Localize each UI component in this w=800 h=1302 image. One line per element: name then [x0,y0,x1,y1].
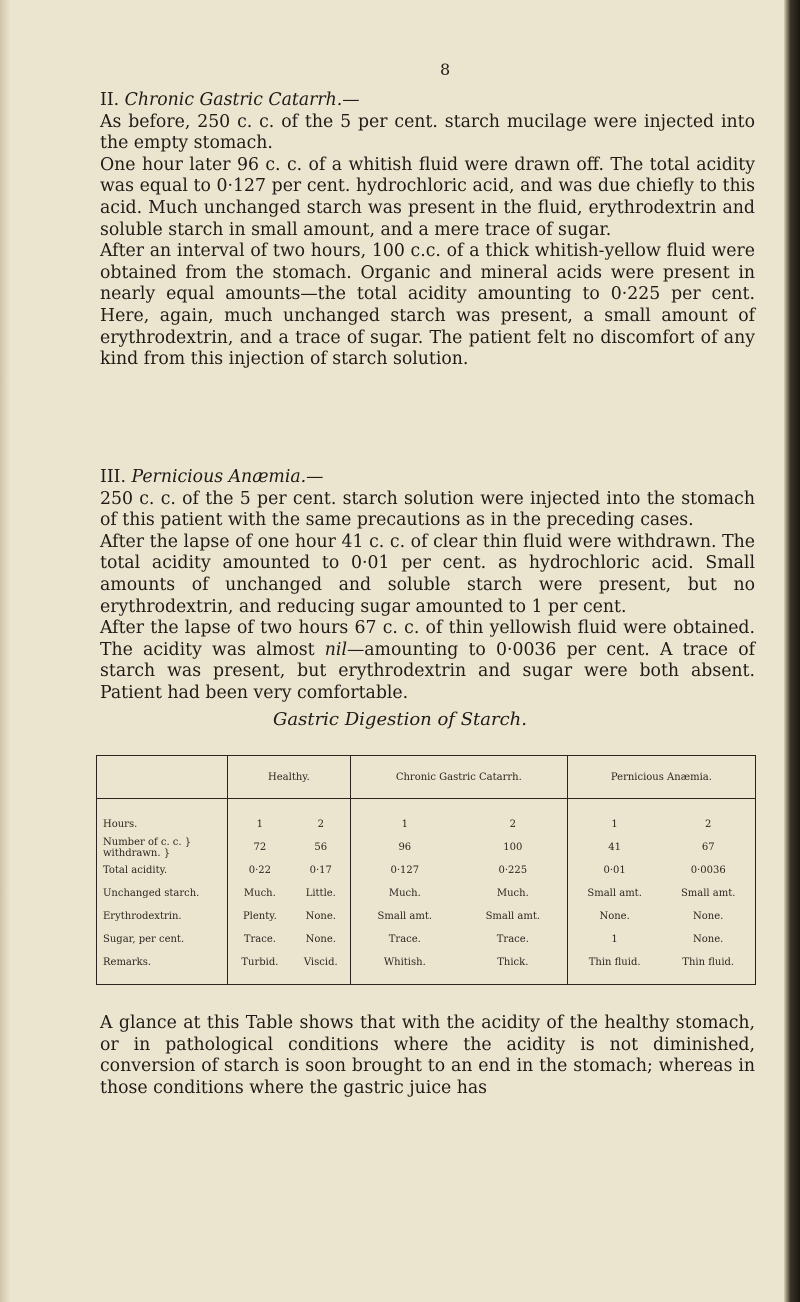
table-cell: 67 [701,842,715,853]
table-cell: 100 [503,842,523,853]
page-binding-edge [784,0,800,1302]
row-label: Unchanged starch. [103,888,200,899]
table-row [97,951,756,985]
heading-number: III. [100,467,126,487]
table-cell: 1 [350,799,459,837]
table-row [97,928,756,951]
section-chronic-gastric-catarrh [100,90,755,371]
heading-title: Chronic Gastric Catarrh.— [124,90,360,110]
table-cell: Whitish. [350,951,459,985]
paragraph: A glance at this Table shows that with the acidity of the healthy stomach, or in pathological conditions where the acidity is not diminished, conversion of starch is soon brought to an end in the stomach; whereas in those conditions where the gastric juice has [100,1013,755,1098]
row-label: Erythrodextrin. [103,911,182,922]
table-cell: 96 [350,836,459,859]
table-cell: 72 [228,836,292,859]
page-left-shadow [0,0,10,1302]
table-cell: Much. [350,882,459,905]
table-cell: Trace. [228,928,292,951]
table-cell: Much. [228,882,292,905]
row-label: Total acidity. [103,865,168,876]
table-cell: Trace. [350,928,459,951]
table-row [97,882,756,905]
table-cell: Much. [496,888,529,899]
table-cell: None. [693,911,724,922]
table-cell: Thin fluid. [567,951,661,985]
table-row [97,836,756,859]
row-label: Remarks. [103,957,152,968]
table-header-row [97,756,756,799]
paragraph: After an interval of two hours, 100 c.c. of a thick whitish-yellow fluid were obtained from the stomach. Organic and mineral acids were present in nearly equal amounts—the total acidity amounting to 0·225 per cent. Here, again, much unchanged starch was present, a small amount of erythrodextrin, and a trace of sugar. The patient felt no discomfort of any kind from this injection of starch solution. [100,241,755,370]
table-cell: 2 [705,819,712,830]
text-run: —amounting to 0·0036 per cent. A trace of starch was present, but erythrodextrin and sugar were both absent. Patient had been very comfortable. [100,639,755,703]
paragraph: After the lapse of one hour 41 c. c. of clear thin fluid were withdrawn. The total acidity amounted to 0·01 per cent. as hydrochloric acid. Small amounts of unchanged and soluble starch were present, but no erythrodextrin, and reducing sugar amounted to 1 per cent. [100,531,755,617]
table-cell: 1 [567,928,661,951]
closing-paragraph-block [100,1013,755,1099]
table-cell: Trace. [496,934,529,945]
section-heading [100,467,755,489]
row-label: Number of c. c. } withdrawn. } [103,836,192,859]
table-cell: Small amt. [350,905,459,928]
table-cell: Small amt. [567,882,661,905]
section-heading [100,90,755,112]
table-cell: 0·225 [498,865,528,876]
table-cell: Small amt. [485,911,541,922]
table-row [97,859,756,882]
text-run: After the lapse of two hours 67 c. c. of thin yellowish fluid were obtained. The acidity was almost [100,618,755,660]
header-empty-cell [97,756,228,799]
table-cell: 0·17 [309,865,332,876]
table-cell: None. [305,911,336,922]
table-cell: Turbid. [228,951,292,985]
table-cell: 1 [228,799,292,837]
table-cell: Viscid. [303,957,338,968]
header-group: Healthy. [228,756,351,799]
table-cell: Small amt. [680,888,736,899]
paragraph: One hour later 96 c. c. of a whitish fluid were drawn off. The total acidity was equal to 0·127 per cent. hydrochloric acid, and was due chiefly to this acid. Much unchanged starch was present in the fluid, erythrodextrin and soluble starch in small amount, and a mere trace of sugar. [100,154,755,240]
table-title: Gastric Digestion of Starch. [272,709,527,730]
text-run-italic: nil [324,639,347,660]
table-cell: 0·0036 [690,865,726,876]
heading-title: Pernicious Anæmia.— [131,467,324,487]
table-cell: Little. [305,888,336,899]
table-cell: Thin fluid. [682,957,735,968]
header-group: Chronic Gastric Catarrh. [350,756,567,799]
heading-number: II. [100,90,120,110]
table-cell: Plenty. [228,905,292,928]
table-cell: 0·127 [350,859,459,882]
row-label: Hours. [103,819,138,830]
table-cell: Thick. [497,957,529,968]
table-cell: 41 [567,836,661,859]
table-cell: 56 [314,842,328,853]
table-cell: 2 [317,819,324,830]
section-pernicious-anaemia [100,467,755,705]
header-group: Pernicious Anæmia. [567,756,755,799]
starch-digestion-table [96,755,756,985]
table-row [97,905,756,928]
row-label: Sugar, per cent. [103,934,185,945]
table-cell: 0·22 [228,859,292,882]
table-cell: None. [567,905,661,928]
page-number: 8 [440,60,451,79]
table-cell: None. [305,934,336,945]
table-cell: 1 [567,799,661,837]
paragraph: 250 c. c. of the 5 per cent. starch solution were injected into the stomach of this patient with the same precautions as in the preceding cases. [100,488,755,531]
table-cell: 0·01 [567,859,661,882]
paragraph [100,618,755,704]
table-cell: None. [693,934,724,945]
table-row [97,799,756,837]
paragraph: As before, 250 c. c. of the 5 per cent. starch mucilage were injected into the empty stomach. [100,111,755,154]
table-cell: 2 [509,819,517,830]
